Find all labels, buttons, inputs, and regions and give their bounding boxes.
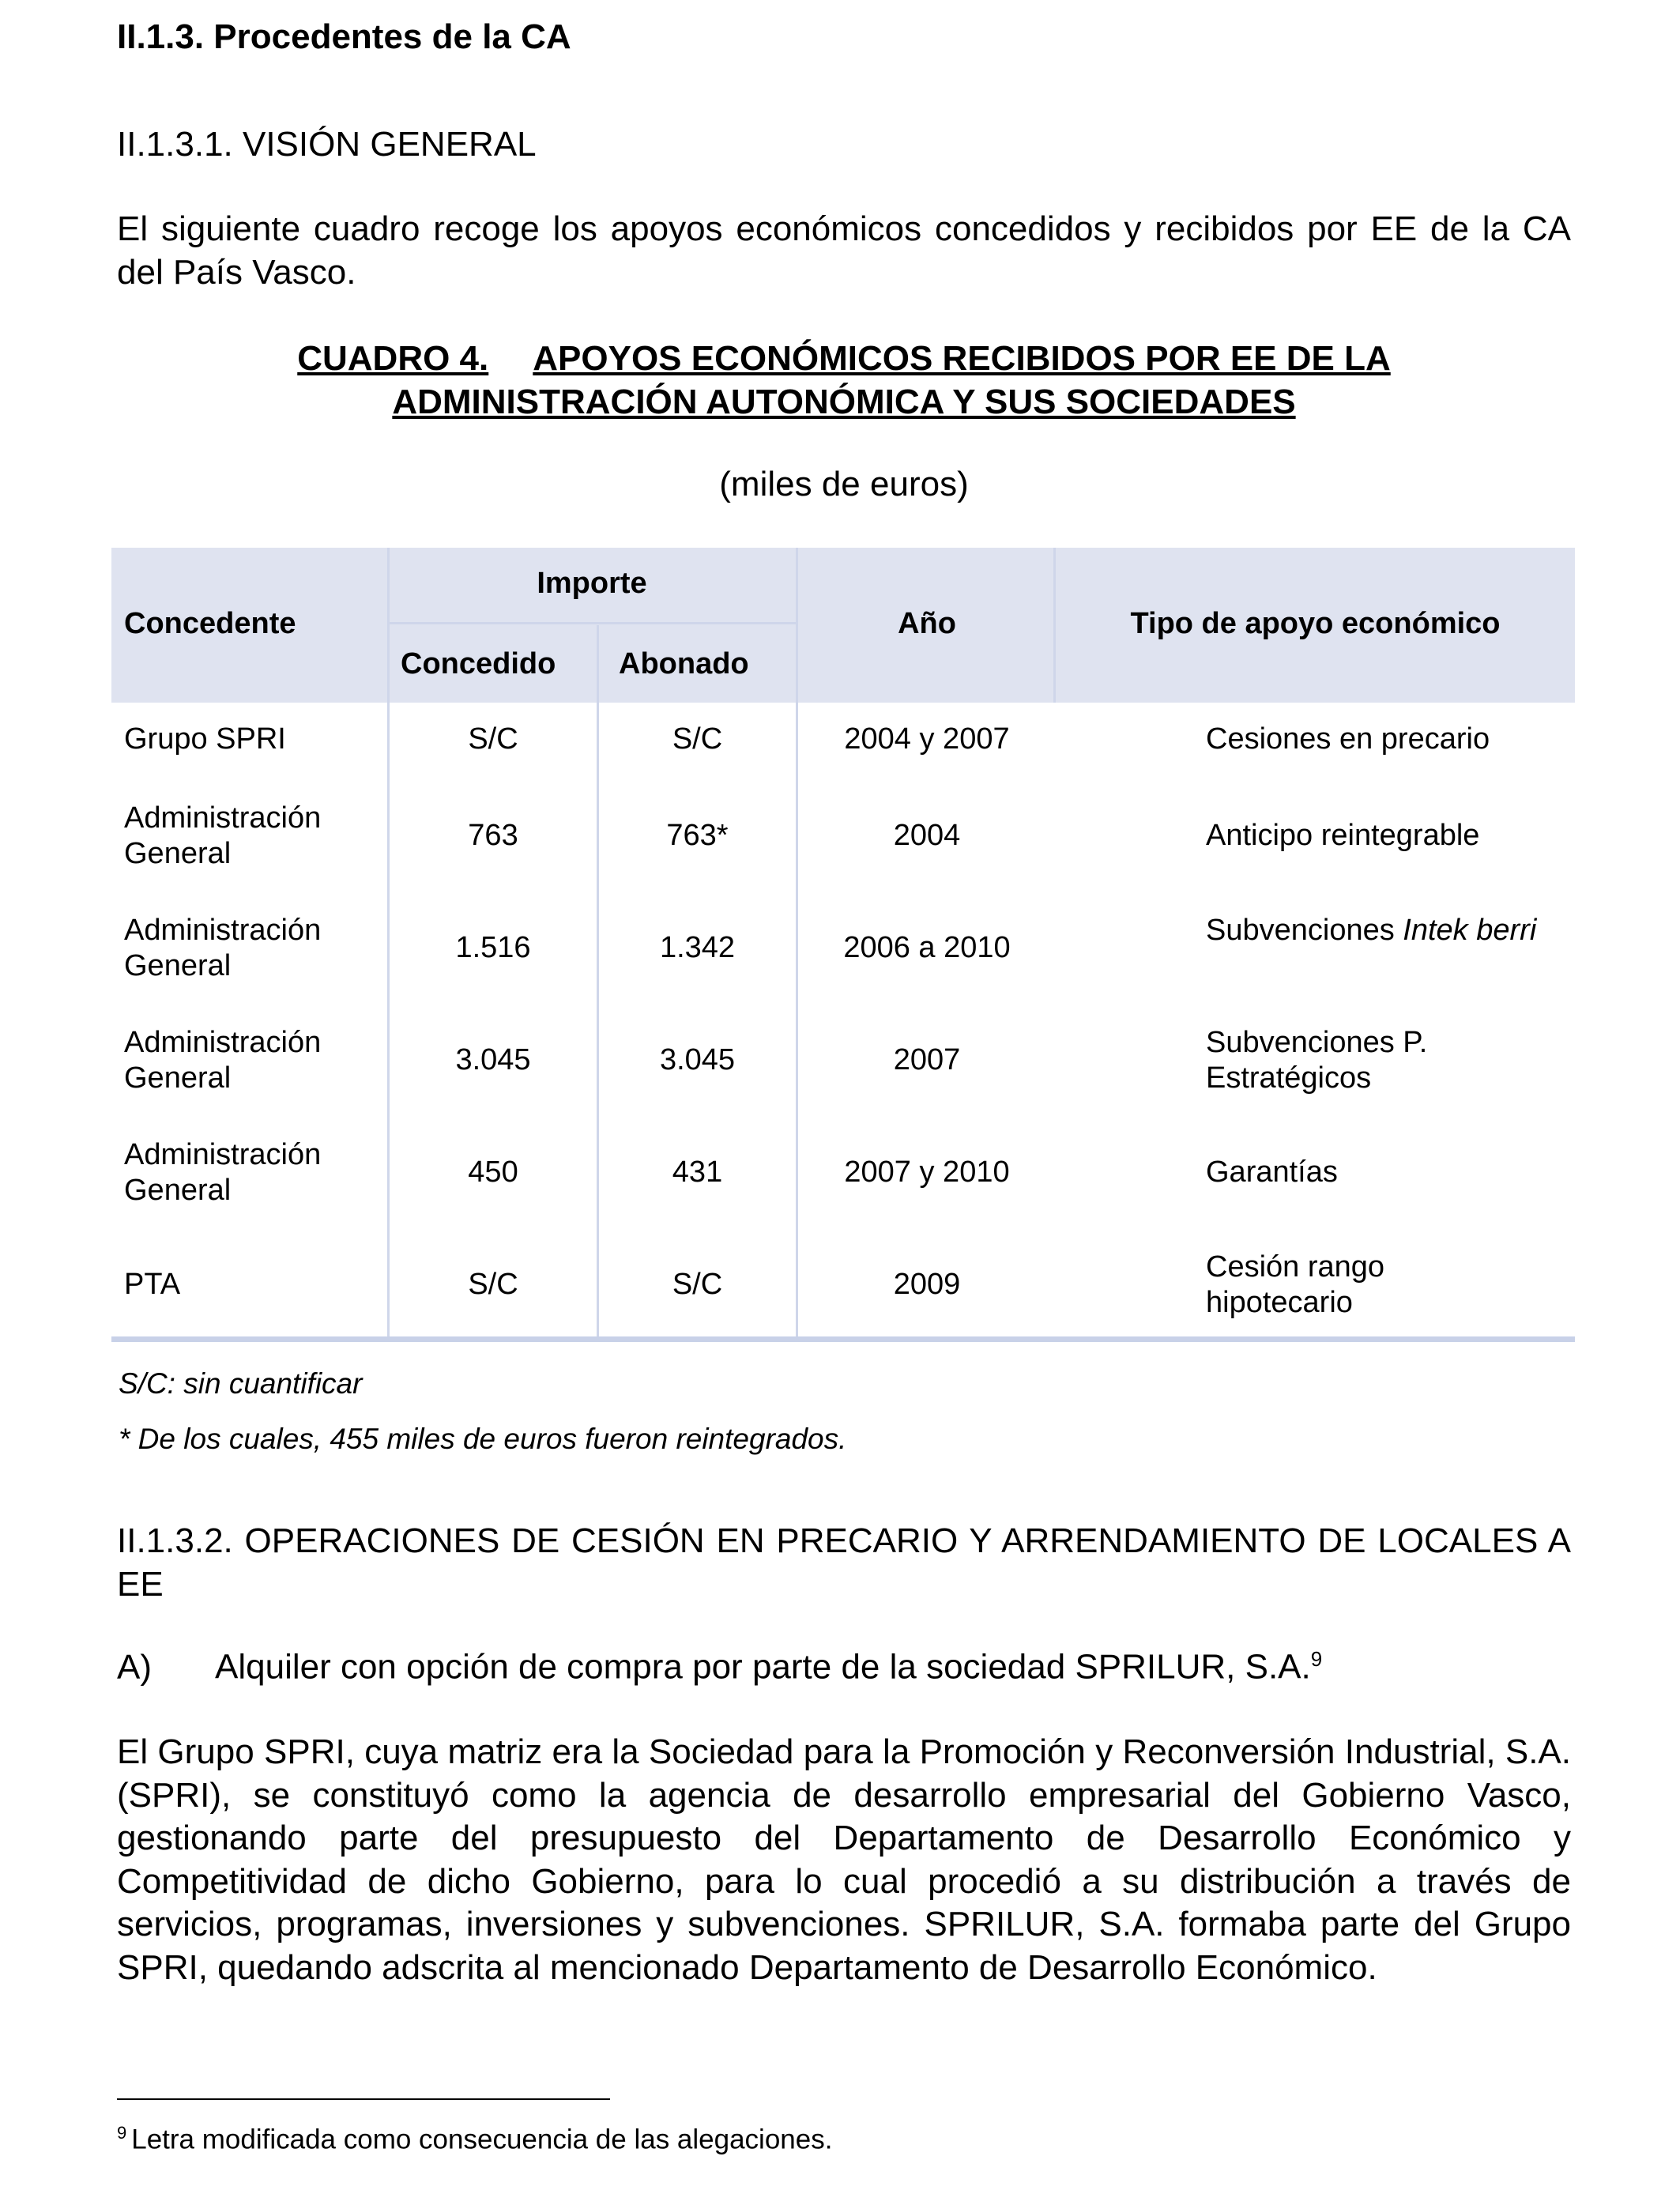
section-a-heading: [117, 1647, 1322, 1687]
cell-tipo: [1206, 913, 1538, 948]
cell-abonado: S/C: [672, 1268, 723, 1301]
cell-concedido: S/C: [468, 722, 518, 756]
footnote-number: 9: [117, 2123, 127, 2143]
footnote-ref: 9: [1310, 1647, 1323, 1671]
table-caption-number: CUADRO 4.: [297, 339, 489, 378]
cell-anio: 2004: [893, 819, 961, 852]
header-divider: [388, 622, 796, 624]
body-paragraph: El Grupo SPRI, cuya matriz era la Sociedad para la Promoción y Reconversión Industrial, S.A. (SPRI), se constituyó como la agencia de desarrollo empresarial del Gobierno Vasco, gestionando parte del presupuesto del Departamento de Desarrollo Económico y Competitividad de dicho Gobierno, para lo cual procedió a su distribución a través de servicios, programas, inversiones y subvenciones. SPRILUR, S.A. formaba parte del Grupo SPRI, quedando adscrita al mencionado Departamento de Desarrollo Económico.: [117, 1732, 1571, 1987]
table-note: S/C: sin cuantificar: [119, 1367, 363, 1400]
cell-concedido: S/C: [468, 1268, 518, 1301]
footnote: [117, 2123, 832, 2156]
cell-anio: 2006 a 2010: [843, 931, 1011, 964]
section-a-text: Alquiler con opción de compra por parte de la sociedad SPRILUR, S.A.: [215, 1647, 1311, 1687]
cell-anio: 2007: [893, 1043, 961, 1076]
table-units: (miles de euros): [719, 465, 969, 503]
cell-anio: 2009: [893, 1268, 961, 1301]
table-caption-line2: ADMINISTRACIÓN AUTONÓMICA Y SUS SOCIEDADES: [392, 383, 1296, 421]
cell-concedido: 1.516: [455, 931, 531, 964]
cell-concedente: Grupo SPRI: [124, 722, 286, 756]
header-importe: Importe: [537, 567, 647, 600]
cell-concedido: 450: [468, 1155, 518, 1189]
header-tipo: Tipo de apoyo económico: [1130, 607, 1501, 640]
table-note: * De los cuales, 455 miles de euros fueron reintegrados.: [119, 1423, 847, 1455]
table-caption: [117, 337, 1571, 424]
cell-concedente: Administración General: [124, 801, 322, 870]
table-caption-line1: APOYOS ECONÓMICOS RECIBIDOS POR EE DE LA: [533, 339, 1391, 378]
section-heading: II.1.3. Procedentes de la CA: [117, 17, 571, 56]
header-anio: Año: [898, 607, 956, 640]
cell-tipo-text: Subvenciones: [1206, 914, 1395, 947]
footnote-text: Letra modificada como consecuencia de las alegaciones.: [131, 2124, 833, 2155]
cell-abonado: 3.045: [659, 1043, 736, 1076]
cell-tipo: Anticipo reintegrable: [1206, 819, 1480, 852]
cell-tipo: Cesión rango hipotecario: [1206, 1250, 1385, 1319]
cell-concedente: Administración General: [124, 1026, 322, 1095]
cell-concedente: Administración General: [124, 914, 322, 982]
cell-tipo: Cesiones en precario: [1206, 722, 1490, 756]
intro-paragraph: El siguiente cuadro recoge los apoyos económicos concedidos y recibidos por EE de la CA del País Vasco.: [117, 209, 1571, 292]
subsection-heading: II.1.3.1. VISIÓN GENERAL: [117, 125, 537, 164]
cell-tipo: Subvenciones P. Estratégicos: [1206, 1026, 1428, 1095]
cell-abonado: S/C: [672, 722, 723, 756]
subsection-heading-2: II.1.3.2. OPERACIONES DE CESIÓN EN PRECARIO Y ARRENDAMIENTO DE LOCALES A EE: [117, 1521, 1571, 1604]
support-table: [111, 548, 1575, 1346]
header-concedido: Concedido: [401, 647, 556, 680]
table-bottom-rule: [111, 1336, 1575, 1342]
cell-concedente: PTA: [124, 1268, 181, 1301]
footnote-rule: [117, 2098, 610, 2100]
cell-concedido: 763: [468, 819, 518, 852]
cell-abonado: 763*: [666, 819, 729, 852]
cell-tipo: Garantías: [1206, 1155, 1338, 1189]
cell-tipo-italic: Intek berri: [1403, 914, 1537, 947]
cell-concedido: 3.045: [455, 1043, 531, 1076]
cell-abonado: 431: [672, 1155, 723, 1189]
cell-anio: 2007 y 2010: [844, 1155, 1010, 1189]
header-concedente: Concedente: [124, 607, 296, 640]
cell-concedente: Administración General: [124, 1138, 322, 1207]
cell-abonado: 1.342: [659, 931, 736, 964]
section-a-letter: A): [117, 1647, 152, 1687]
cell-anio: 2004 y 2007: [844, 722, 1010, 756]
header-abonado: Abonado: [619, 647, 749, 680]
